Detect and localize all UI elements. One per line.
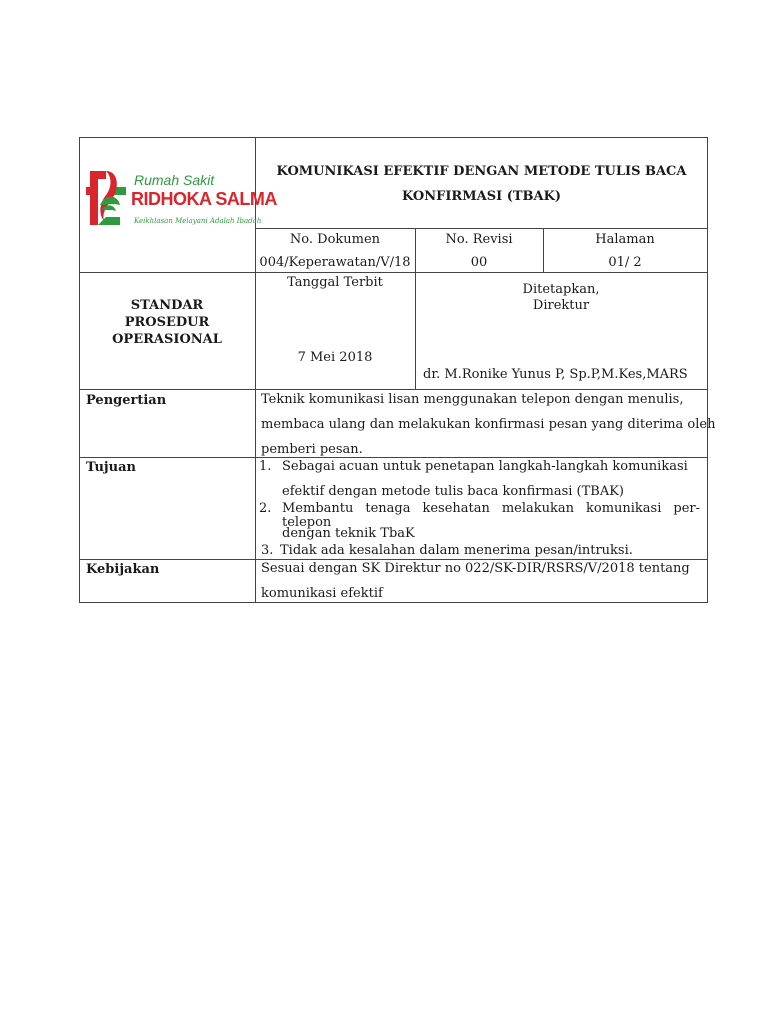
no-revisi-label: No. Revisi xyxy=(445,232,513,247)
ditetapkan-label: Ditetapkan, xyxy=(522,282,600,297)
tanggal-terbit-date: 7 Mei 2018 xyxy=(297,350,373,365)
logo-tagline: Keikhlasan Melayani Adalah Ibadah xyxy=(134,217,262,225)
kebijakan-text-line2: komunikasi efektif xyxy=(261,586,383,601)
sop-label-line3: OPERASIONAL xyxy=(112,332,222,347)
no-revisi-value: 00 xyxy=(470,255,488,270)
logo-cross-icon xyxy=(84,165,128,231)
tujuan-label: Tujuan xyxy=(86,460,136,475)
tujuan-item-2-number: 2. xyxy=(259,501,272,516)
pengertian-text-line3: pemberi pesan. xyxy=(261,442,363,457)
halaman-label: Halaman xyxy=(595,232,655,247)
tujuan-item-2-line2: dengan teknik TbaK xyxy=(282,526,415,541)
tujuan-item-1-number: 1. xyxy=(259,459,272,474)
tujuan-item-1-line2: efektif dengan metode tulis baca konfirmasi (TBAK) xyxy=(282,484,625,499)
document-title-line2: KONFIRMASI (TBAK) xyxy=(401,189,562,204)
sop-label-line1: STANDAR xyxy=(130,298,204,313)
sop-label-line2: PROSEDUR xyxy=(124,315,210,330)
tujuan-item-3-line1: Tidak ada kesalahan dalam menerima pesan/intruksi. xyxy=(280,543,633,558)
pengertian-text-line1: Teknik komunikasi lisan menggunakan telepon dengan menulis, xyxy=(261,392,684,407)
document-title-line1: KOMUNIKASI EFEKTIF DENGAN METODE TULIS BACA xyxy=(276,164,687,179)
tujuan-item-2-line1: Membantu tenaga kesehatan melakukan komunikasi per-telepon xyxy=(282,501,700,530)
tujuan-item-3-number: 3. xyxy=(261,543,274,558)
tanggal-terbit-label: Tanggal Terbit xyxy=(287,275,383,290)
tujuan-item-1-line1: Sebagai acuan untuk penetapan langkah-langkah komunikasi xyxy=(282,459,688,474)
kebijakan-label: Kebijakan xyxy=(86,562,160,577)
no-dokumen-value: 004/Keperawatan/V/18 xyxy=(259,255,411,270)
logo-line1: Rumah Sakit xyxy=(134,172,215,188)
kebijakan-text-line1: Sesuai dengan SK Direktur no 022/SK-DIR/RSRS/V/2018 tentang xyxy=(261,561,690,576)
logo-line2: RIDHOKA SALMA xyxy=(131,189,277,209)
no-dokumen-label: No. Dokumen xyxy=(289,232,381,247)
ditetapkan-role: Direktur xyxy=(532,298,590,313)
hospital-logo xyxy=(84,165,277,240)
direktur-name: dr. M.Ronike Yunus P, Sp.P,M.Kes,MARS xyxy=(423,367,688,382)
pengertian-label: Pengertian xyxy=(86,393,167,408)
halaman-value: 01/ 2 xyxy=(608,255,642,270)
pengertian-text-line2: membaca ulang dan melakukan konfirmasi pesan yang diterima oleh xyxy=(261,417,716,432)
